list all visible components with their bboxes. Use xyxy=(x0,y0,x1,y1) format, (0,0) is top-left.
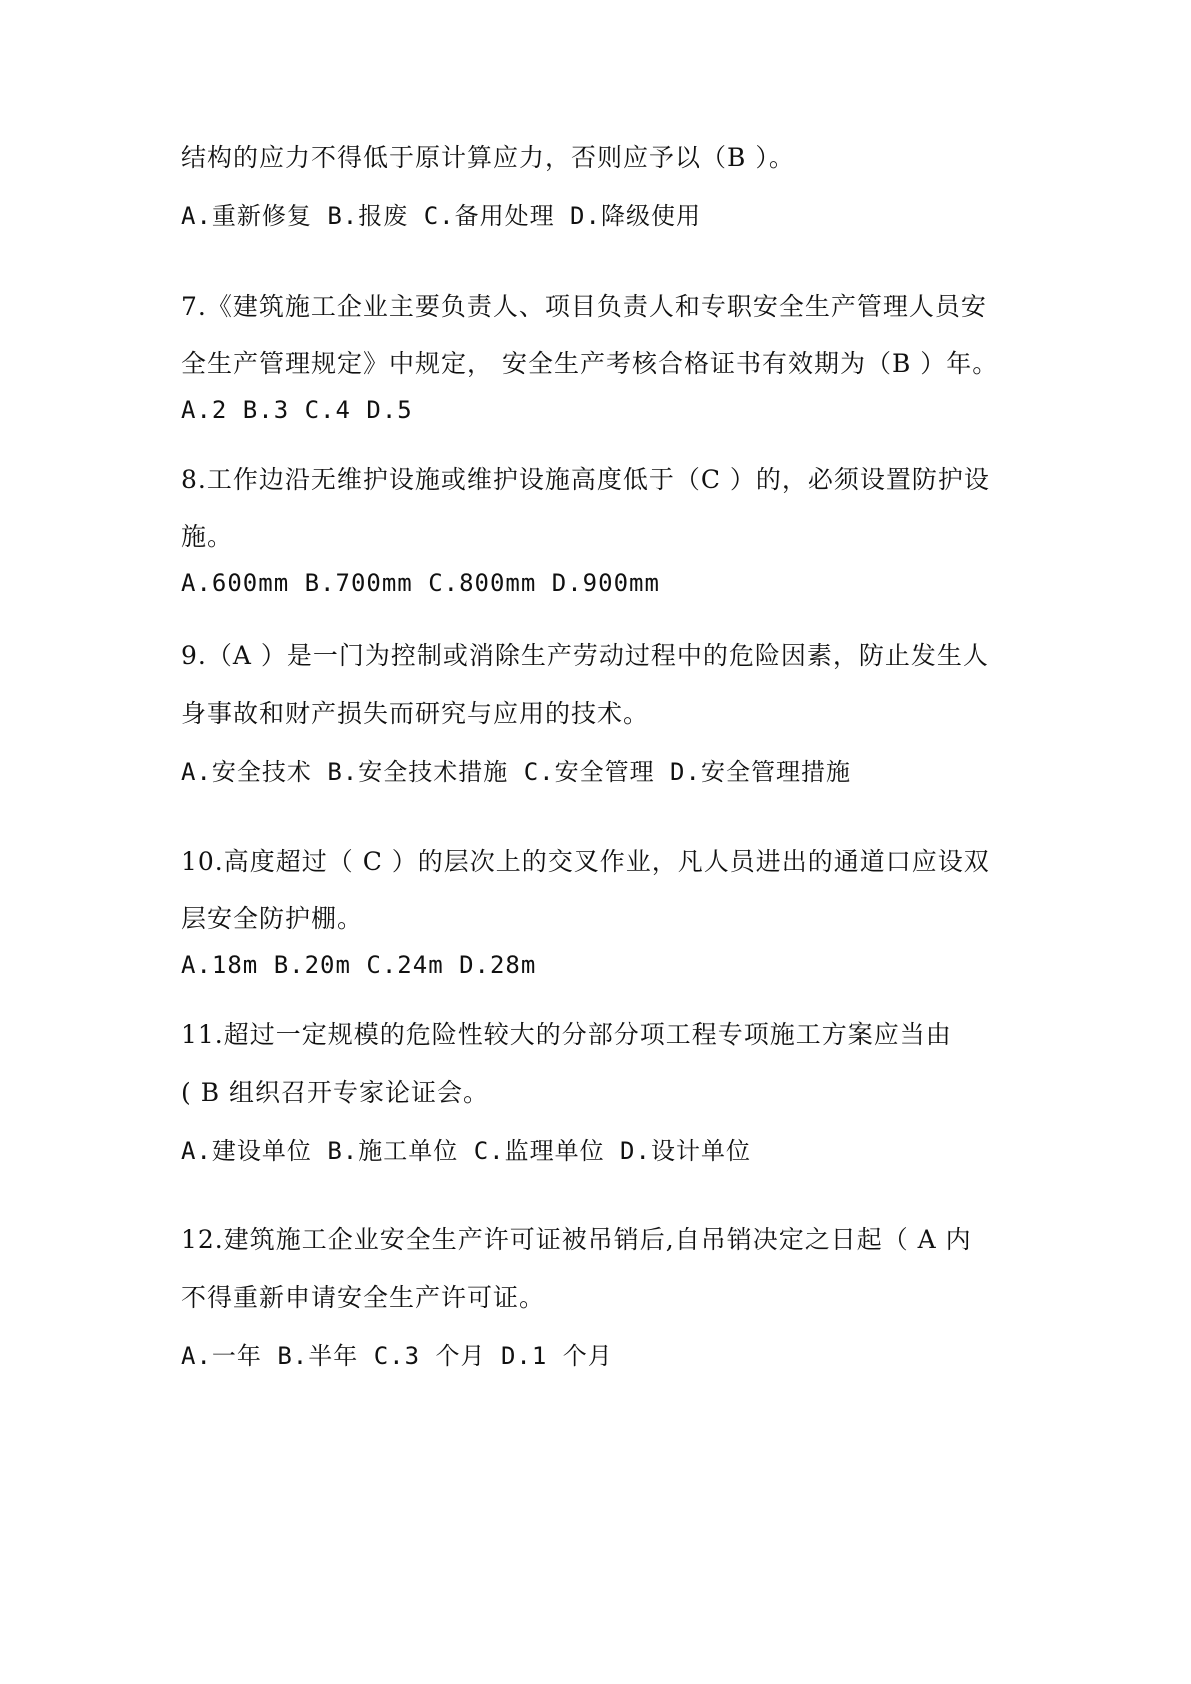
question-9-options: A.安全技术 B.安全技术措施 C.安全管理 D.安全管理措施 xyxy=(181,758,851,786)
question-11-stem-line-1: 11.超过一定规模的危险性较大的分部分项工程专项施工方案应当由 xyxy=(181,1020,952,1049)
question-6-options: A.重新修复 B.报废 C.备用处理 D.降级使用 xyxy=(181,202,701,230)
question-10-options: A.18m B.20m C.24m D.28m xyxy=(181,951,537,979)
question-7-stem-line-1: 7.《建筑施工企业主要负责人、项目负责人和专职安全生产管理人员安 xyxy=(181,292,987,321)
question-12-options: A.一年 B.半年 C.3 个月 D.1 个月 xyxy=(181,1342,613,1370)
question-11-options: A.建设单位 B.施工单位 C.监理单位 D.设计单位 xyxy=(181,1137,751,1165)
question-10-stem-line-2: 层安全防护棚。 xyxy=(181,904,364,933)
question-10-stem-line-1: 10.高度超过（ C ）的层次上的交叉作业，凡人员进出的通道口应设双 xyxy=(181,847,990,876)
question-9-stem-line-2: 身事故和财产损失而研究与应用的技术。 xyxy=(181,699,650,728)
question-7-options: A.2 B.3 C.4 D.5 xyxy=(181,396,413,424)
question-11-stem-line-2: ( B 组织召开专家论证会。 xyxy=(181,1078,490,1107)
question-8-options: A.600mm B.700mm C.800mm D.900mm xyxy=(181,569,660,597)
question-8-stem-line-1: 8.工作边沿无维护设施或维护设施高度低于（C ）的，必须设置防护设 xyxy=(181,465,990,494)
question-9-stem-line-1: 9.（A ）是一门为控制或消除生产劳动过程中的危险因素，防止发生人 xyxy=(181,641,989,670)
question-12-stem-line-2: 不得重新申请安全生产许可证。 xyxy=(181,1283,546,1312)
question-7-stem-line-2: 全生产管理规定》中规定， 安全生产考核合格证书有效期为（B ）年。 xyxy=(181,349,999,378)
question-12-stem-line-1: 12.建筑施工企业安全生产许可证被吊销后,自吊销决定之日起（ A 内 xyxy=(181,1225,972,1254)
question-8-stem-line-2: 施。 xyxy=(181,522,234,551)
question-6-stem-line-2: 结构的应力不得低于原计算应力，否则应予以（B ）。 xyxy=(181,143,795,172)
